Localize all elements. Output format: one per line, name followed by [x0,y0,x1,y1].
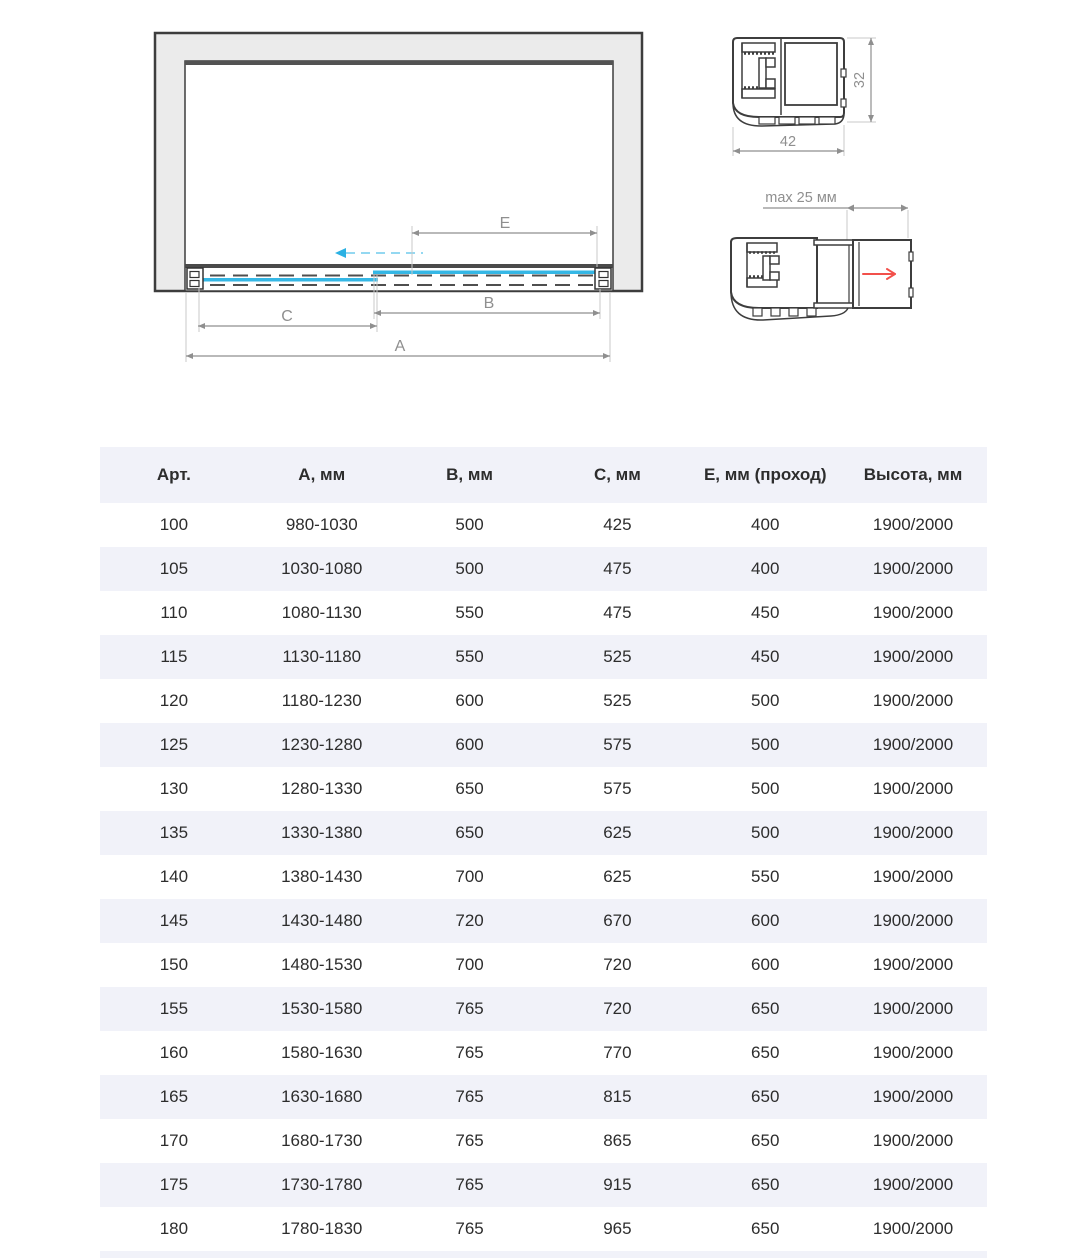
table-cell: 1900/2000 [872,955,954,974]
table-row [100,767,987,811]
table-row [100,943,987,987]
front-view-drawing [150,25,650,365]
table-row [100,811,987,855]
table-cell: 650 [751,1175,780,1194]
table-cell: 650 [751,1131,780,1150]
glass-panel-fixed [373,271,603,275]
table-row [100,1031,987,1075]
table-cell: 120 [159,691,189,710]
wall-opening [185,61,613,291]
table-cell: 175 [159,1175,189,1194]
dimension-a [186,338,610,356]
table-cell: 765 [455,1219,484,1238]
max-offset-label: max 25 мм [765,190,837,206]
table-cell: 600 [751,955,780,974]
dimension-height [852,38,871,122]
dimension-b [374,295,600,313]
table-cell: 135 [159,823,189,842]
table-cell: 720 [603,999,632,1018]
table-row [100,679,987,723]
table-row [100,987,987,1031]
table-body [100,503,987,1251]
table-cell: 140 [159,867,189,886]
dim-c-label: C [281,308,293,325]
table-cell: 400 [751,515,780,534]
table-cell: 1580-1630 [281,1043,363,1062]
table-cell: 1080-1130 [281,603,362,622]
table-cell: 1900/2000 [872,779,954,798]
table-cell: 125 [159,735,189,754]
table-cell: 765 [455,1131,484,1150]
table-cell: 110 [160,603,188,622]
table-cell: 500 [751,735,780,754]
table-cell: 500 [751,823,780,842]
table-cell: 550 [455,603,484,622]
table-cell: 145 [159,911,189,930]
table-cell: 1180-1230 [281,691,362,710]
table-cell: 180 [159,1219,189,1238]
dimension-width [733,134,844,151]
table-cell: 1900/2000 [872,823,954,842]
table-cell: 1900/2000 [872,559,954,578]
table-cell: 525 [603,647,632,666]
next-row-sliver [100,1251,987,1258]
extension-lines [847,210,908,240]
profile-width-label: 42 [779,134,797,150]
table-cell: 600 [455,691,484,710]
table-cell: 600 [751,911,780,930]
table-cell: 700 [455,867,484,886]
table-cell: 500 [455,559,484,578]
table-cell: 1130-1180 [282,647,362,666]
table-cell: 1900/2000 [872,647,954,666]
rail-top-bar [185,264,613,268]
column-header: Е, мм (проход) [703,465,827,484]
table-cell: 600 [455,735,484,754]
table-cell: 650 [751,999,780,1018]
table-cell: 170 [159,1131,189,1150]
table-cell: 160 [159,1043,189,1062]
table-cell: 150 [159,955,189,974]
table-cell: 765 [455,999,484,1018]
column-header: В, мм [446,465,493,484]
table-cell: 670 [603,911,632,930]
column-header: Высота, мм [863,465,963,484]
profile-body [733,38,846,126]
table-row [100,1075,987,1119]
table-row [100,503,987,547]
table-cell: 720 [455,911,484,930]
table-cell: 650 [751,1219,780,1238]
technical-drawings [0,0,1087,447]
table-row [100,1207,987,1251]
table-cell: 765 [455,1175,484,1194]
profile-section-drawing [713,27,893,162]
table-row [100,635,987,679]
table-cell: 1900/2000 [872,1043,954,1062]
table-cell: 165 [159,1087,189,1106]
table-cell: 915 [603,1175,632,1194]
table-cell: 1900/2000 [872,515,954,534]
table-cell: 720 [603,955,632,974]
table-cell: 475 [603,559,632,578]
table-row [100,591,987,635]
table-cell: 155 [159,999,189,1018]
column-header: А, мм [298,465,346,484]
table-cell: 575 [603,735,632,754]
table-cell: 450 [751,647,780,666]
table-cell: 1680-1730 [281,1131,363,1150]
table-cell: 1230-1280 [281,735,363,754]
table-cell: 1380-1430 [281,867,363,886]
table-cell: 1480-1530 [281,955,363,974]
table-cell: 1630-1680 [281,1087,363,1106]
table-cell: 625 [603,823,632,842]
profile-extension-drawing [713,186,928,336]
table-cell: 500 [751,779,780,798]
table-cell: 425 [603,515,632,534]
table-cell: 815 [603,1087,632,1106]
table-cell: 130 [159,779,189,798]
table-cell: 105 [159,559,189,578]
table-cell: 650 [751,1087,780,1106]
table-cell: 100 [159,515,189,534]
table-row [100,723,987,767]
dim-e-label: E [499,215,511,232]
table-cell: 550 [751,867,780,886]
right-wall-profile [595,268,611,289]
size-table [100,447,987,1258]
table-cell: 1900/2000 [872,999,954,1018]
table-cell: 700 [455,955,484,974]
table-cell: 575 [603,779,632,798]
column-header: С, мм [593,465,641,484]
table-cell: 1430-1480 [281,911,363,930]
table-cell: 550 [455,647,484,666]
table-cell: 1900/2000 [872,603,954,622]
glass-panel-sliding [200,278,378,282]
table-cell: 475 [603,603,632,622]
table-cell: 865 [603,1131,632,1150]
table-cell: 650 [455,823,484,842]
table-cell: 1900/2000 [872,735,954,754]
table-cell: 450 [751,603,780,622]
table-cell: 1530-1580 [281,999,363,1018]
table-cell: 1900/2000 [872,867,954,886]
table-cell: 115 [160,647,188,666]
opening-top-frame [185,61,613,65]
table-cell: 1780-1830 [281,1219,363,1238]
table-cell: 1900/2000 [872,1087,954,1106]
table-cell: 525 [603,691,632,710]
table-cell: 1900/2000 [872,1175,954,1194]
table-cell: 770 [603,1043,632,1062]
table-row [100,547,987,591]
left-wall-profile [187,268,203,289]
table-cell: 1330-1380 [281,823,363,842]
table-header [100,447,987,503]
dimension-c [198,308,377,326]
table-row [100,1163,987,1207]
dim-a-label: A [394,338,406,355]
table-cell: 400 [751,559,780,578]
dim-b-label: B [483,295,495,312]
table-cell: 1730-1780 [281,1175,363,1194]
table-cell: 980-1030 [285,515,358,534]
column-header: Арт. [156,465,191,484]
table-cell: 1280-1330 [281,779,363,798]
table-cell: 1900/2000 [872,1131,954,1150]
table-row [100,899,987,943]
table-cell: 965 [603,1219,632,1238]
table-cell: 650 [455,779,484,798]
table-cell: 625 [603,867,632,886]
profile-height-label: 32 [852,71,868,89]
table-cell: 1030-1080 [281,559,363,578]
table-row [100,855,987,899]
table-cell: 500 [455,515,484,534]
profile-body [731,238,913,320]
table-row [100,1119,987,1163]
table-cell: 650 [751,1043,780,1062]
table-cell: 500 [751,691,780,710]
table-cell: 1900/2000 [872,911,954,930]
table-cell: 1900/2000 [872,691,954,710]
table-cell: 765 [455,1087,484,1106]
table-cell: 765 [455,1043,484,1062]
table-cell: 1900/2000 [872,1219,954,1238]
